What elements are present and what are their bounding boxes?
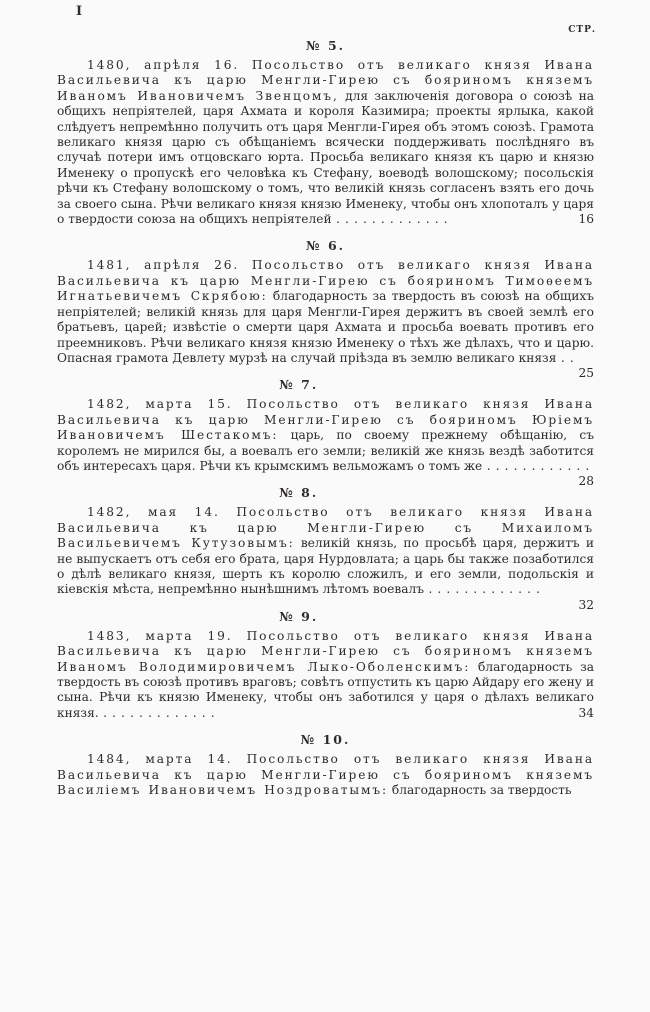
entry-paragraph (57, 629, 594, 721)
toc-entry-8 (57, 485, 595, 612)
entry-paragraph (57, 258, 595, 381)
leader-dots: . . (556, 350, 575, 365)
entry-heading: № 6. (306, 238, 345, 254)
entry-paragraph (57, 58, 594, 227)
entry-heading: № 10. (300, 732, 351, 748)
entry-page-number: 25 (578, 366, 594, 381)
toc-entry-7 (57, 377, 594, 489)
entry-paragraph (57, 397, 594, 489)
folio-numeral: I (76, 4, 83, 19)
entry-lead: 1480, апрѣля 16. Посольство отъ великаго князя Ивана Васильевича къ царю Менгли-Гирею съ бояриномъ княземъ Иваномъ Ивановичемъ Звенцомъ, (57, 58, 594, 103)
entry-page-number: 16 (578, 212, 594, 227)
entry-body: благодарность за твердость въ союзѣ на общихъ непріятелей; великій князь для царя Менгли-Гирея держитъ въ своей землѣ его братьевъ, царей; извѣстіе о смерти царя Ахмата и просьба воевать противъ его преемниковъ. Рѣчи великаго князя князю Именеку о тѣхъ же дѣлахъ, что и царю. Опасная грамота Девлету мурзѣ на случай пріѣзда въ землю великаго князя (57, 289, 595, 365)
entry-body: для заключенія договора о союзѣ на общихъ непріятелей, царя Ахмата и короля Казимира; проекты ярлыка, какой слѣдуетъ непремѣнно получить отъ царя Менгли-Гирея объ этомъ союзѣ. Грамота великаго князя царю съ обѣщаніемъ всячески поддерживать послѣдняго въ случаѣ потери имъ отцовскаго юрта. Просьба великаго князя къ царю и князю Именеку о пропускѣ его человѣка къ Стефану, воеводѣ волошскому; посольскія рѣчи къ Стефану волошскому о томъ, что великій князь согласенъ взять его дочь за своего сына. Рѣчи великаго князя князю Именеку, чтобы онъ хлопоталъ у царя о твердости союза на общихъ непріятелей (57, 88, 594, 227)
leader-dots: . . . . . . . . . . . . . (98, 705, 216, 720)
toc-entry-9 (57, 609, 594, 721)
entry-body: великій князь, по просьбѣ царя, держитъ и не выпускаетъ отъ себя его брата, царя Нурдовлата; а царь бы также позаботился о дѣлѣ великаго князя, шерть къ королю сложилъ, и его земли, подольскія и кіевскія мѣста, непремѣнно нынѣшнимъ лѣтомъ воевалъ (57, 536, 595, 597)
entry-heading: № 8. (279, 485, 319, 501)
leader-dots: . . . . . . . . . . . . (482, 458, 590, 473)
entry-lead: 1482, марта 15. Посольство отъ великаго князя Ивана Васильевича къ царю Менгли-Гирею съ бояриномъ Юріемъ Ивановичемъ Шестакомъ: (57, 397, 594, 443)
entry-page-number: 28 (578, 474, 594, 489)
leader-dots: . . . . . . . . . . . . . (331, 212, 449, 227)
toc-entry-10 (57, 732, 594, 798)
entry-page-number: 32 (578, 597, 594, 612)
entry-heading: № 7. (279, 377, 319, 393)
entry-heading: № 5. (306, 38, 345, 53)
entry-lead: 1481, апрѣля 26. Посольство отъ великаго князя Ивана Васильевича къ царю Менгли-Гирею съ бояриномъ Тимоѳеемъ Игнатьевичемъ Скрябою: (57, 258, 594, 304)
table-of-contents (57, 38, 594, 798)
entry-paragraph (57, 505, 595, 612)
toc-entry-6 (57, 238, 595, 381)
entry-lead: 1482, мая 14. Посольство отъ великаго князя Ивана Васильевича къ царю Менгли-Гирею съ Михаиломъ Васильевичемъ Кутузовымъ: (57, 505, 594, 551)
page-column-header: СТР. (568, 25, 596, 35)
entry-body: благодарность за твердость въ союзѣ противъ враговъ; совѣтъ отпустить къ царю Айдару его жену и сына. Рѣчи къ князю Именеку, чтобы онъ заботился у царя о дѣлахъ великаго князя. (57, 659, 594, 720)
toc-entry-5 (57, 38, 594, 227)
entry-lead: 1484, марта 14. Посольство отъ великаго князя Ивана Васильевича къ царю Менгли-Гирею съ бояриномъ княземъ Василіемъ Ивановичемъ Ноздроватымъ: (57, 752, 594, 798)
entry-body: царь, по своему прежнему обѣщанію, съ королемъ не мирился бы, а воевалъ его земли; великій же князь вездѣ заботится объ интересахъ царя. Рѣчи къ крымскимъ вельможамъ о томъ же (57, 428, 594, 473)
entry-lead: 1483, марта 19. Посольство отъ великаго князя Ивана Васильевича къ царю Менгли-Гирею съ бояриномъ княземъ Иваномъ Володимировичемъ Лыко-Оболенскимъ: (57, 628, 594, 674)
entry-paragraph (57, 752, 594, 798)
entry-body: благодарность за твердость (388, 783, 572, 798)
leader-dots: . . . . . . . . . . . . . (423, 582, 541, 597)
entry-heading: № 9. (279, 608, 319, 624)
entry-page-number: 34 (578, 705, 594, 720)
